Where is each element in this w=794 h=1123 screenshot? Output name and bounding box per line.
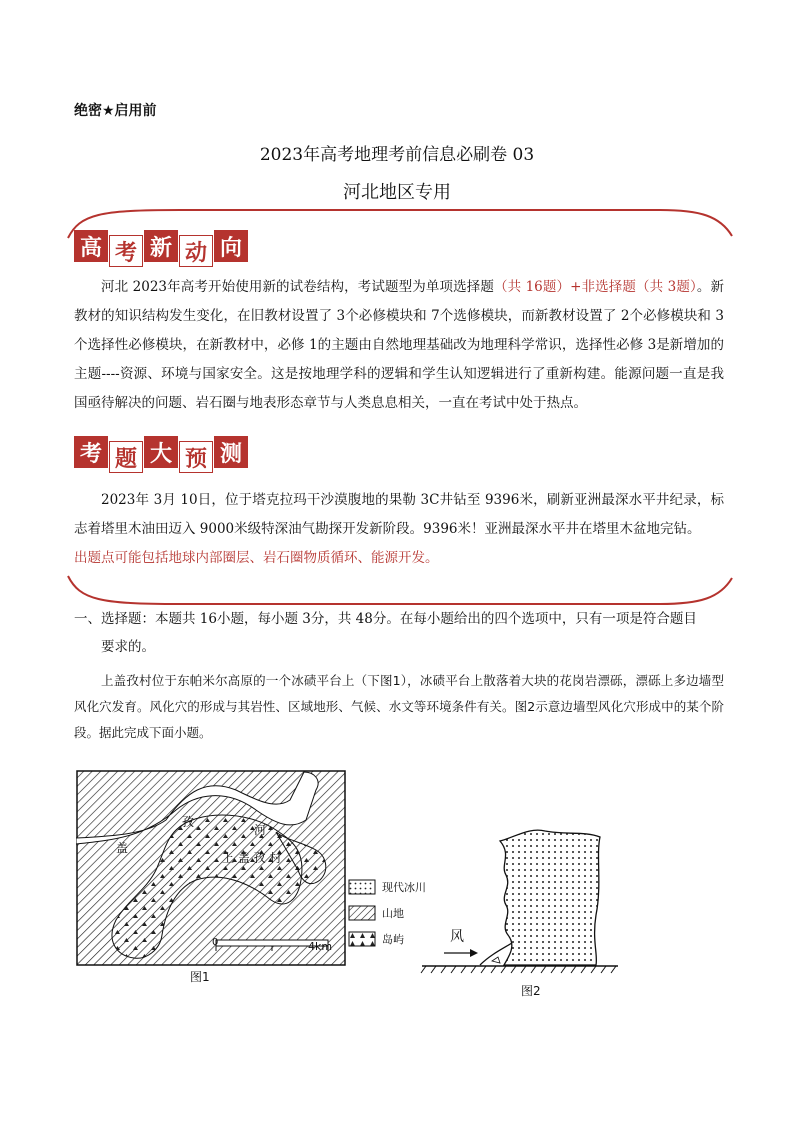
text-span: 河北 2023年高考开始使用新的试卷结构，考试题型为单项选择题 [101, 279, 494, 295]
banner-char: 大 [144, 436, 178, 468]
river-label: 河 [254, 823, 267, 837]
legend-mountain: 山地 [382, 907, 404, 920]
question-type-highlight: （共 16题）+非选择题（共 3题） [493, 279, 697, 295]
question-intro: 上盖孜村位于东帕米尔高原的一个冰碛平台上（下图1），冰碛平台上散落着大块的花岗岩漂砾，漂砾上多边墙型风化穴发育。风化穴的形成与其岩性、区域地形、气候、水文等环境条件有关。图2示意边墙型风化穴形成中的某个阶段。据此完成下面小题。 [74, 673, 724, 740]
wind-arrow-icon [470, 949, 478, 957]
river-label: 孜 [182, 815, 195, 829]
banner-char: 高 [74, 230, 108, 262]
legend-island: 岛屿 [382, 933, 404, 946]
decorative-arc-bottom [60, 570, 740, 610]
village-label: 上 盖 孜 村 [222, 851, 282, 865]
river-label: 盖 [116, 841, 129, 855]
paragraph-prediction [74, 486, 724, 573]
scale-label: 4km [308, 940, 333, 953]
banner-char: 测 [214, 436, 248, 468]
banner-prediction [74, 436, 248, 470]
secret-label: 绝密★启用前 [74, 103, 157, 119]
text-span: 2023年 3月 10日，位于塔克拉玛干沙漠腹地的果勒 3C井钻至 9396米，刷新亚洲最深水平井纪录，标志着塔里木油田迈入 9000米级特深油气勘探开发新阶段。9396米！亚洲最深水平井在塔里木盆地完钻。 [74, 492, 724, 537]
exam-points-highlight: 出题点可能包括地球内部圈层、岩石圈物质循环、能源开发。 [74, 550, 439, 566]
section-one-line2: 要求的。 [101, 639, 155, 655]
banner-char: 题 [109, 441, 143, 473]
figure2-caption: 图2 [521, 984, 541, 998]
exam-subtitle: 河北地区专用 [343, 182, 451, 203]
banner-char: 新 [144, 230, 178, 262]
banner-char: 动 [179, 235, 213, 267]
banner-char: 考 [109, 235, 143, 267]
exam-title: 2023年高考地理考前信息必刷卷 03 [259, 145, 535, 165]
banner-char: 考 [74, 436, 108, 468]
banner-new-trend [74, 230, 248, 264]
figure1-map [76, 770, 346, 966]
figure2-diagram [420, 825, 620, 980]
section-one-line1: 一、选择题：本题共 16小题，每小题 3分，共 48分。在每小题给出的四个选项中，只有一项是符合题目 [74, 611, 697, 627]
banner-char: 预 [179, 441, 213, 473]
text-span: 。新教材的知识结构发生变化，在旧教材设置了 3个必修模块和 7个选修模块，而新教材设置了 2个必修模块和 3个选择性必修模块，在新教材中，必修 1的主题由自然地理基础改为地理科学常识，选择性必修 3是新增加的主题----资源、环境与国家安全。这是按地理学科的逻辑和学生认知逻辑进行了重新构建。能源问题一直是我国亟待解决的问题、岩石圈与地表形态章节与人类息息相关，一直在考试中处于热点。 [74, 279, 724, 411]
paragraph-new-trend [74, 273, 724, 418]
wind-label: 风 [450, 929, 464, 945]
section-one-heading [74, 605, 724, 661]
figure1-caption: 图1 [190, 970, 210, 984]
scale-zero: 0 [212, 937, 219, 948]
legend-glacier: 现代冰川 [382, 881, 426, 894]
banner-char: 向 [214, 230, 248, 262]
